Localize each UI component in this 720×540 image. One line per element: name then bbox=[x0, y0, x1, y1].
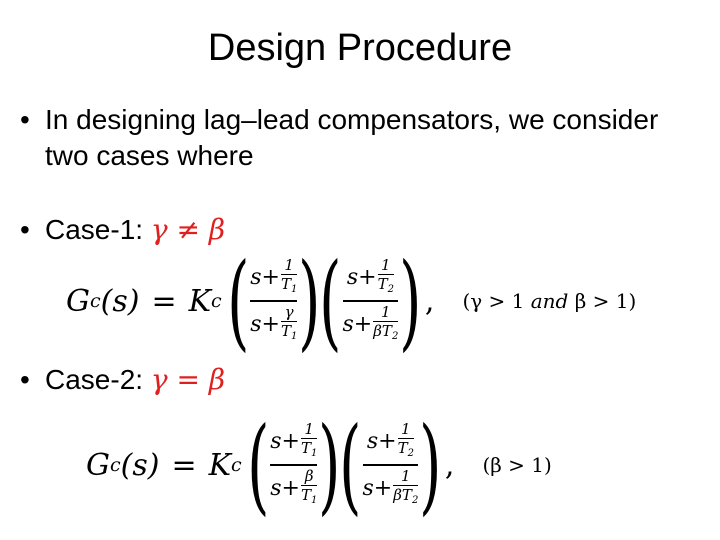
lag-fraction: s+ 1 $T_2$ s+ 1 $\beta T_2$ bbox=[342, 256, 399, 342]
page-title: Design Procedure bbox=[207, 27, 513, 69]
equation-case-1: G c (s) = K c ( s+ 1 $T_1$ s+ γ $T_1$ ) ( s+ 1 $T_2$ s+ 1 $\beta T_2$ ) , (γ > 1 and β > 1) bbox=[66, 240, 637, 362]
bullet-intro-text: In designing lag–lead compensators, we consider two cases where bbox=[45, 104, 659, 171]
case-2-range: (β > 1) bbox=[482, 452, 552, 477]
case-1-range: (γ > 1 and β > 1) bbox=[462, 288, 637, 313]
eq-gain: K bbox=[188, 283, 211, 319]
case-2-condition: γ = β bbox=[150, 363, 226, 396]
eq-gain: K bbox=[208, 447, 231, 483]
equation-case-2: G c (s) = K c ( s+ 1 $T_1$ s+ β $T_1$ ) ( s+ 1 $T_2$ s+ 1 $\beta T_2$ ) , (β > 1) bbox=[86, 404, 552, 526]
case-2-label: Case-2: bbox=[45, 364, 144, 395]
lead-fraction: s+ 1 $T_1$ s+ γ $T_1$ bbox=[250, 256, 298, 342]
bullet-dot: • bbox=[20, 214, 30, 245]
bullet-dot: • bbox=[20, 364, 30, 395]
eq-lhs: G bbox=[66, 283, 90, 319]
case-1-label: Case-1: bbox=[45, 214, 144, 245]
lead-fraction: s+ 1 $T_1$ s+ β $T_1$ bbox=[270, 420, 318, 506]
bullet-dot: • bbox=[20, 104, 30, 135]
lag-fraction: s+ 1 $T_2$ s+ 1 $\beta T_2$ bbox=[362, 420, 419, 506]
eq-lhs: G bbox=[86, 447, 110, 483]
case-1-condition: γ ≠ β bbox=[150, 213, 226, 246]
